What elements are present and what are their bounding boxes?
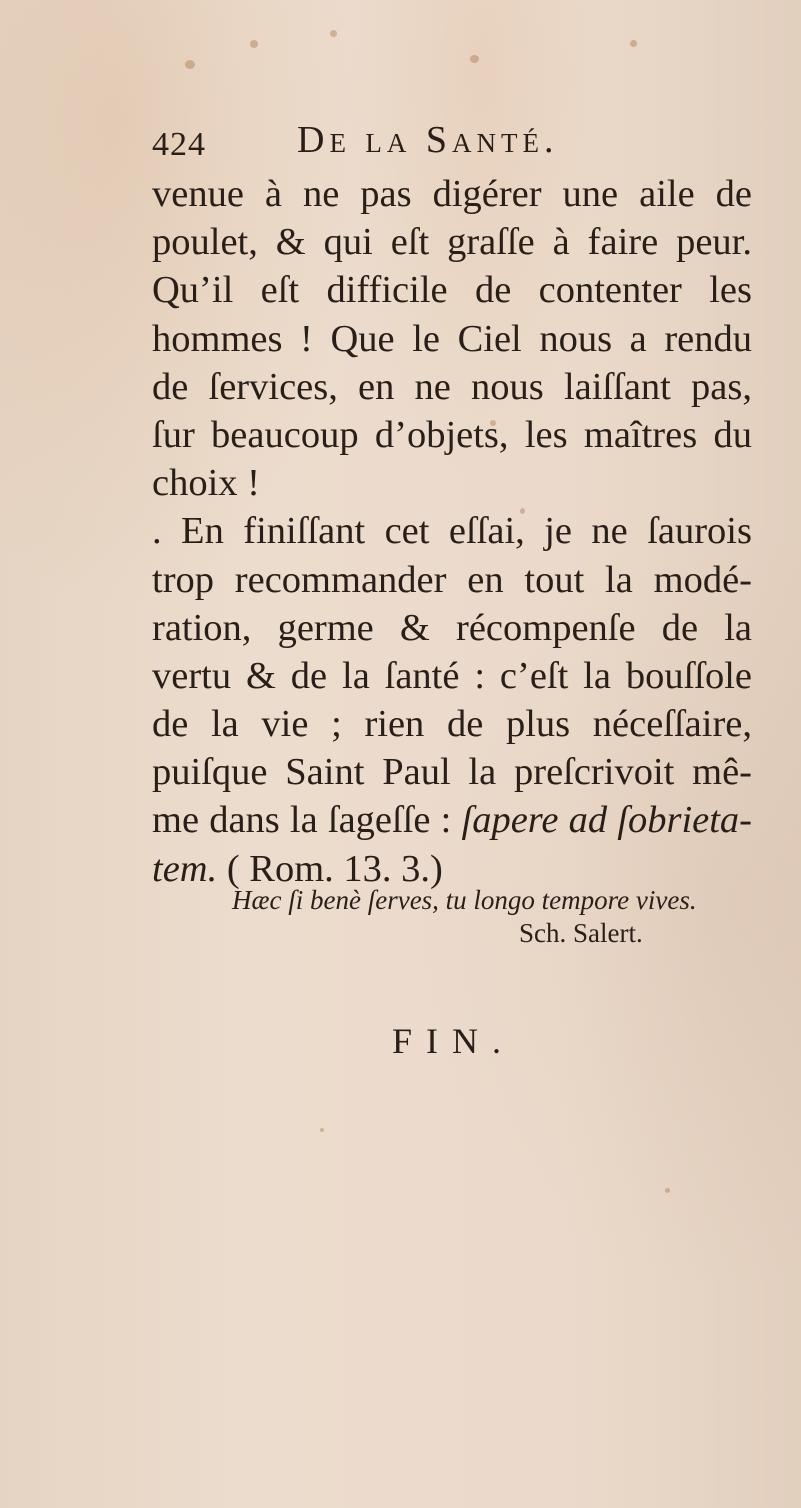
foxing-spot xyxy=(330,30,337,37)
running-head xyxy=(152,118,752,166)
body-text xyxy=(152,170,752,893)
foxing-spot xyxy=(490,420,496,426)
epigraph-quote: Hæc ſi benè ſerves, tu longo tempore vives. xyxy=(232,885,697,915)
text-segment: me dans la ſageſſe : xyxy=(152,799,452,842)
foxing-spot xyxy=(185,60,195,69)
text-line: ſur beaucoup d’objets, les maîtres du xyxy=(152,413,752,456)
foxing-spot xyxy=(250,40,258,48)
latin-quote-segment: ſapere ad ſobrieta- xyxy=(461,799,752,842)
text-line: vertu & de la ſanté : c’eſt la bouſſole xyxy=(152,654,752,697)
text-line: choix ! xyxy=(152,462,260,505)
page-number: 424 xyxy=(152,126,206,163)
foxing-spot xyxy=(630,40,637,47)
text-line-with-latin xyxy=(152,796,752,844)
text-line: de ſervices, en ne nous laiſſant pas, xyxy=(152,365,752,408)
foxing-spot xyxy=(470,55,479,63)
latin-quote-end: tem. xyxy=(152,847,218,890)
text-line: venue à ne pas digérer une aile de xyxy=(152,173,752,215)
scripture-reference: ( Rom. 13. 3.) xyxy=(226,847,443,890)
text-line: trop recommander en tout la modé- xyxy=(152,558,752,601)
text-line: poulet, & qui eſt graſſe à faire peur. xyxy=(152,221,752,264)
fin-closing: FIN. xyxy=(392,1021,516,1061)
foxing-spot xyxy=(665,1188,670,1193)
text-line: Qu’il eſt difficile de contenter les xyxy=(152,269,752,312)
text-line: puiſque Saint Paul la preſcrivoit mê- xyxy=(152,751,752,794)
foxing-spot xyxy=(320,1128,324,1132)
text-line: hommes ! Que le Ciel nous a rendu xyxy=(152,317,752,360)
foxing-spot xyxy=(520,508,525,514)
text-line: de la vie ; rien de plus néceſſaire, xyxy=(152,703,752,746)
epigraph-attribution: Sch. Salert. xyxy=(519,918,643,948)
running-title: De la Santé. xyxy=(297,119,559,161)
paragraph-start-line: . En finiſſant cet eſſai, je ne ſaurois xyxy=(152,510,752,553)
text-line: ration, germe & récompenſe de la xyxy=(152,606,752,649)
